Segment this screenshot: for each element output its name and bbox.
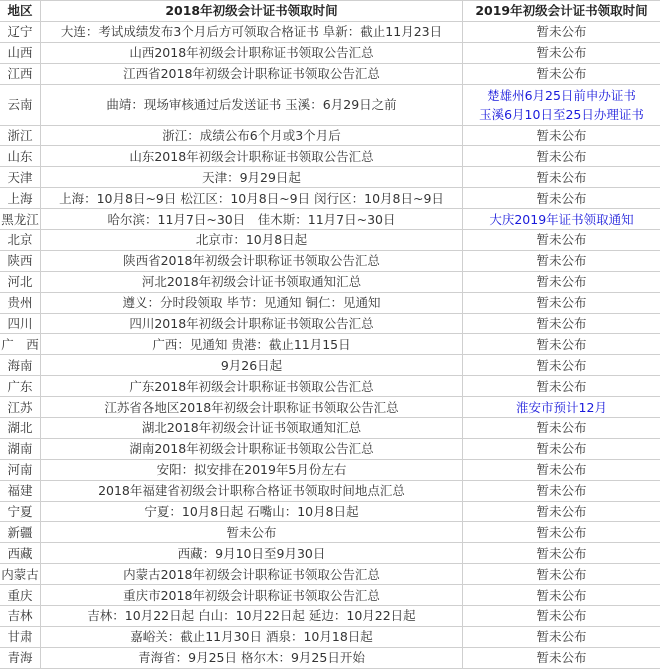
time-2019-cell: [463, 146, 660, 167]
time-2019-cell: [463, 42, 660, 63]
time-2019-cell: [463, 543, 660, 564]
region-cell: 云南: [0, 84, 41, 125]
time-2019-cell: [463, 376, 660, 397]
table-row: [0, 271, 660, 292]
status-text: 暂未公布: [536, 253, 587, 269]
region-cell: 山西: [0, 42, 41, 63]
time-2019-cell: [463, 438, 660, 459]
status-text: 暂未公布: [536, 441, 587, 457]
table-row: [0, 397, 660, 418]
table-row: [0, 418, 660, 439]
table-row: [0, 564, 660, 585]
time-2018-cell: 内蒙古2018年初级会计职称证书领取公告汇总: [41, 564, 463, 585]
time-2018-cell: 暂未公布: [41, 522, 463, 543]
time-2018-cell: 山西2018年初级会计职称证书领取公告汇总: [41, 42, 463, 63]
header-2018: 2018年初级会计证书领取时间: [41, 1, 463, 22]
table-row: [0, 585, 660, 606]
status-text: 暂未公布: [536, 629, 587, 645]
time-2018-cell: 湖北2018年初级会计证书领取通知汇总: [41, 418, 463, 439]
region-cell: 黑龙江: [0, 209, 41, 230]
time-2019-cell: [463, 355, 660, 376]
region-cell: 西藏: [0, 543, 41, 564]
time-2018-cell: 广西：见通知 贵港：截止11月15日: [41, 334, 463, 355]
status-text: 暂未公布: [536, 148, 587, 164]
status-text: 暂未公布: [536, 545, 587, 561]
region-cell: 江西: [0, 63, 41, 84]
time-2019-cell: [463, 459, 660, 480]
region-cell: 江苏: [0, 397, 41, 418]
table-row: [0, 501, 660, 522]
table-row: [0, 146, 660, 167]
status-text: 暂未公布: [536, 378, 587, 394]
table-row: [0, 626, 660, 647]
table-row: [0, 647, 660, 668]
table-row: [0, 355, 660, 376]
region-cell: 贵州: [0, 292, 41, 313]
notice-link[interactable]: 玉溪6月10日至25日办理证书: [479, 106, 644, 122]
region-cell: 天津: [0, 167, 41, 188]
region-cell: 新疆: [0, 522, 41, 543]
time-2018-cell: 陕西省2018年初级会计职称证书领取公告汇总: [41, 250, 463, 271]
status-text: 暂未公布: [536, 587, 587, 603]
status-text: 暂未公布: [536, 66, 587, 82]
table-row: [0, 167, 660, 188]
notice-link[interactable]: 大庆2019年证书领取通知: [489, 211, 634, 227]
status-text: 暂未公布: [536, 274, 587, 290]
time-2018-cell: 青海省：9月25日 格尔木：9月25日开始: [41, 647, 463, 668]
status-text: 暂未公布: [536, 650, 587, 666]
region-cell: 陕西: [0, 250, 41, 271]
time-2018-cell: 四川2018年初级会计职称证书领取公告汇总: [41, 313, 463, 334]
time-2019-cell: [463, 188, 660, 209]
status-text: 暂未公布: [536, 566, 587, 582]
time-2019-cell: [463, 647, 660, 668]
time-2018-cell: 吉林：10月22日起 白山：10月22日起 延边：10月22日起: [41, 606, 463, 627]
time-2018-cell: 曲靖：现场审核通过后发送证书 玉溪：6月29日之前: [41, 84, 463, 125]
time-2019-cell: [463, 125, 660, 146]
table-row: [0, 543, 660, 564]
header-row: [0, 1, 660, 22]
time-2019-cell: [463, 271, 660, 292]
region-cell: 广 西: [0, 334, 41, 355]
status-text: 暂未公布: [536, 24, 587, 40]
table-row: [0, 313, 660, 334]
status-text: 暂未公布: [536, 462, 587, 478]
region-cell: 青海: [0, 647, 41, 668]
table-row: [0, 334, 660, 355]
time-2019-cell: [463, 230, 660, 251]
status-text: 暂未公布: [536, 316, 587, 332]
region-cell: 河北: [0, 271, 41, 292]
region-cell: 吉林: [0, 606, 41, 627]
header-2019: 2019年初级会计证书领取时间: [463, 1, 660, 22]
time-2018-cell: 湖南2018年初级会计职称证书领取公告汇总: [41, 438, 463, 459]
table-row: [0, 376, 660, 397]
time-2019-cell: [463, 564, 660, 585]
time-2018-cell: 哈尔滨：11月7日~30日 佳木斯：11月7日~30日: [41, 209, 463, 230]
time-2018-cell: 江西省2018年初级会计职称证书领取公告汇总: [41, 63, 463, 84]
table-row: [0, 522, 660, 543]
time-2018-cell: 嘉峪关：截止11月30日 酒泉：10月18日起: [41, 626, 463, 647]
time-2018-cell: 重庆市2018年初级会计职称证书领取公告汇总: [41, 585, 463, 606]
status-text: 暂未公布: [536, 45, 587, 61]
region-cell: 辽宁: [0, 21, 41, 42]
time-2019-cell: [463, 585, 660, 606]
table-row: [0, 292, 660, 313]
table-row: [0, 459, 660, 480]
time-2018-cell: 江苏省各地区2018年初级会计职称证书领取公告汇总: [41, 397, 463, 418]
status-text: 暂未公布: [536, 169, 587, 185]
region-cell: 山东: [0, 146, 41, 167]
time-2018-cell: 浙江：成绩公布6个月或3个月后: [41, 125, 463, 146]
table-row: [0, 606, 660, 627]
region-cell: 甘肃: [0, 626, 41, 647]
region-cell: 上海: [0, 188, 41, 209]
region-cell: 内蒙古: [0, 564, 41, 585]
status-text: 暂未公布: [536, 608, 587, 624]
status-text: 暂未公布: [536, 357, 587, 373]
notice-link[interactable]: 楚雄州6月25日前申办证书: [487, 87, 636, 103]
notice-link[interactable]: 淮安市预计12月: [516, 399, 607, 415]
time-2019-cell: [463, 418, 660, 439]
time-2018-cell: 北京市：10月8日起: [41, 230, 463, 251]
status-text: 暂未公布: [536, 336, 587, 352]
header-region: 地区: [0, 1, 41, 22]
region-cell: 湖南: [0, 438, 41, 459]
time-2018-cell: 山东2018年初级会计职称证书领取公告汇总: [41, 146, 463, 167]
region-cell: 海南: [0, 355, 41, 376]
time-2019-cell: [463, 21, 660, 42]
region-cell: 河南: [0, 459, 41, 480]
time-2018-cell: 2018年福建省初级会计职称合格证书领取时间地点汇总: [41, 480, 463, 501]
time-2018-cell: 9月26日起: [41, 355, 463, 376]
time-2018-cell: 西藏：9月10日至9月30日: [41, 543, 463, 564]
region-cell: 宁夏: [0, 501, 41, 522]
region-cell: 北京: [0, 230, 41, 251]
time-2019-cell: [463, 606, 660, 627]
time-2019-cell: [463, 480, 660, 501]
region-cell: 浙江: [0, 125, 41, 146]
region-cell: 湖北: [0, 418, 41, 439]
table-row: [0, 480, 660, 501]
status-text: 暂未公布: [536, 504, 587, 520]
time-2018-cell: 大连：考试成绩发布3个月后方可领取合格证书 阜新：截止11月23日: [41, 21, 463, 42]
time-2018-cell: 河北2018年初级会计证书领取通知汇总: [41, 271, 463, 292]
time-2018-cell: 广东2018年初级会计职称证书领取公告汇总: [41, 376, 463, 397]
time-2019-cell: [463, 313, 660, 334]
status-text: 暂未公布: [536, 232, 587, 248]
status-text: 暂未公布: [536, 295, 587, 311]
table-row: [0, 209, 660, 230]
time-2019-cell: [463, 334, 660, 355]
table-row: [0, 438, 660, 459]
time-2019-cell: [463, 209, 660, 230]
region-cell: 重庆: [0, 585, 41, 606]
status-text: 暂未公布: [536, 190, 587, 206]
table-row: [0, 250, 660, 271]
status-text: 暂未公布: [536, 524, 587, 540]
time-2019-cell: [463, 626, 660, 647]
status-text: 暂未公布: [536, 420, 587, 436]
time-2019-cell: [463, 397, 660, 418]
region-cell: 福建: [0, 480, 41, 501]
region-cell: 广东: [0, 376, 41, 397]
time-2019-cell: [463, 501, 660, 522]
table-row: [0, 230, 660, 251]
time-2018-cell: 上海：10月8日~9日 松江区：10月8日~9日 闵行区：10月8日~9日: [41, 188, 463, 209]
time-2019-cell: [463, 250, 660, 271]
time-2018-cell: 安阳：拟安排在2019年5月份左右: [41, 459, 463, 480]
time-2019-cell: [463, 292, 660, 313]
status-text: 暂未公布: [536, 483, 587, 499]
time-2019-cell: [463, 84, 660, 125]
table-row: [0, 84, 660, 125]
status-text: 暂未公布: [536, 128, 587, 143]
time-2018-cell: 宁夏：10月8日起 石嘴山：10月8日起: [41, 501, 463, 522]
time-2018-cell: 天津：9月29日起: [41, 167, 463, 188]
time-2018-cell: 遵义：分时段领取 毕节：见通知 铜仁：见通知: [41, 292, 463, 313]
time-2019-cell: [463, 522, 660, 543]
time-2019-cell: [463, 63, 660, 84]
table-row: [0, 125, 660, 146]
table-row: [0, 21, 660, 42]
region-cell: 四川: [0, 313, 41, 334]
time-2019-cell: [463, 167, 660, 188]
table-row: [0, 188, 660, 209]
table-row: [0, 63, 660, 84]
table-row: [0, 42, 660, 63]
